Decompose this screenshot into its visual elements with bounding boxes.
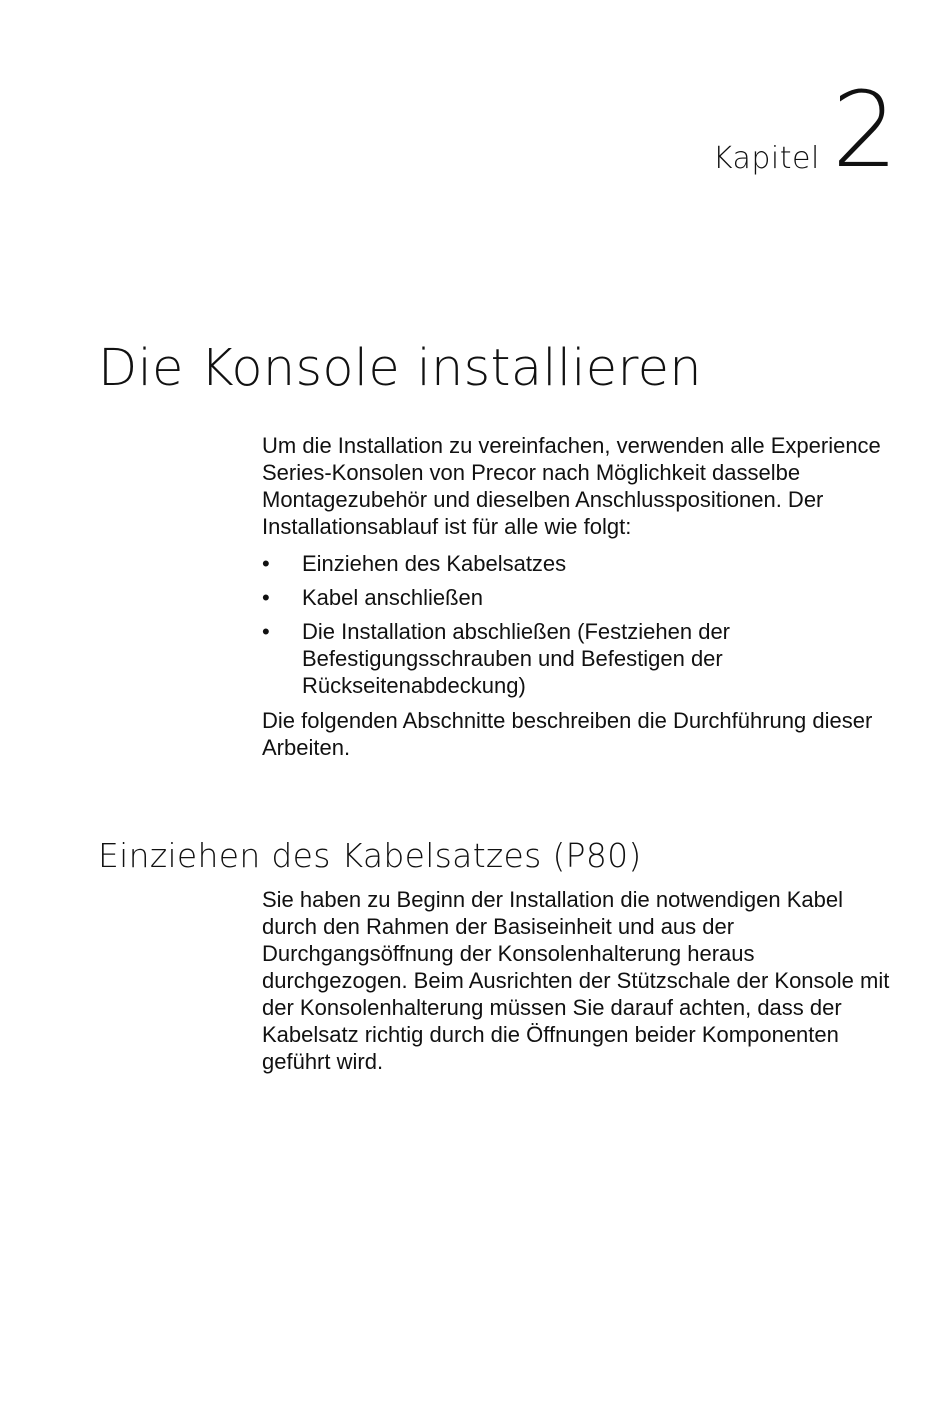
list-item bbox=[262, 584, 892, 611]
step-list bbox=[262, 550, 892, 699]
bullet-icon: • bbox=[262, 551, 270, 576]
section-body bbox=[262, 886, 892, 1075]
list-item bbox=[262, 618, 892, 699]
bullet-icon: • bbox=[262, 619, 270, 644]
intro-section bbox=[262, 432, 892, 761]
list-item-text: Kabel anschließen bbox=[302, 585, 484, 610]
bullet-icon: • bbox=[262, 585, 270, 610]
section-paragraph: Sie haben zu Beginn der Installation die notwendigen Kabel durch den Rahmen der Basiseinheit und aus der Durchgangsöffnung der Konsolenhalterung heraus durchgezogen. Beim Ausrichten der Stützschale der Konsole mit der Konsolenhalterung müssen Sie darauf achten, dass der Kabelsatz richtig durch die Öffnungen beider Komponenten geführt wird. bbox=[262, 887, 890, 1074]
chapter-header bbox=[712, 69, 898, 191]
intro-closing-paragraph: Die folgenden Abschnitte beschreiben die Durchführung dieser Arbeiten. bbox=[262, 708, 873, 760]
chapter-label: Kapitel bbox=[712, 141, 820, 176]
intro-paragraph: Um die Installation zu vereinfachen, verwenden alle Experience Series-Konsolen von Precor nach Möglichkeit dasselbe Montagezubehör und dieselben Anschlusspositionen. Der Installationsablauf ist für alle wie folgt: bbox=[262, 433, 881, 539]
list-item bbox=[262, 550, 892, 577]
list-item-text: Die Installation abschließen (Festziehen der Befestigungsschrauben und Befestigen der Rückseitenabdeckung) bbox=[302, 619, 731, 698]
section-heading: Einziehen des Kabelsatzes (P80) bbox=[98, 836, 642, 875]
chapter-number: 2 bbox=[831, 69, 898, 191]
list-item-text: Einziehen des Kabelsatzes bbox=[302, 551, 567, 576]
page-title: Die Konsole installieren bbox=[98, 339, 702, 398]
